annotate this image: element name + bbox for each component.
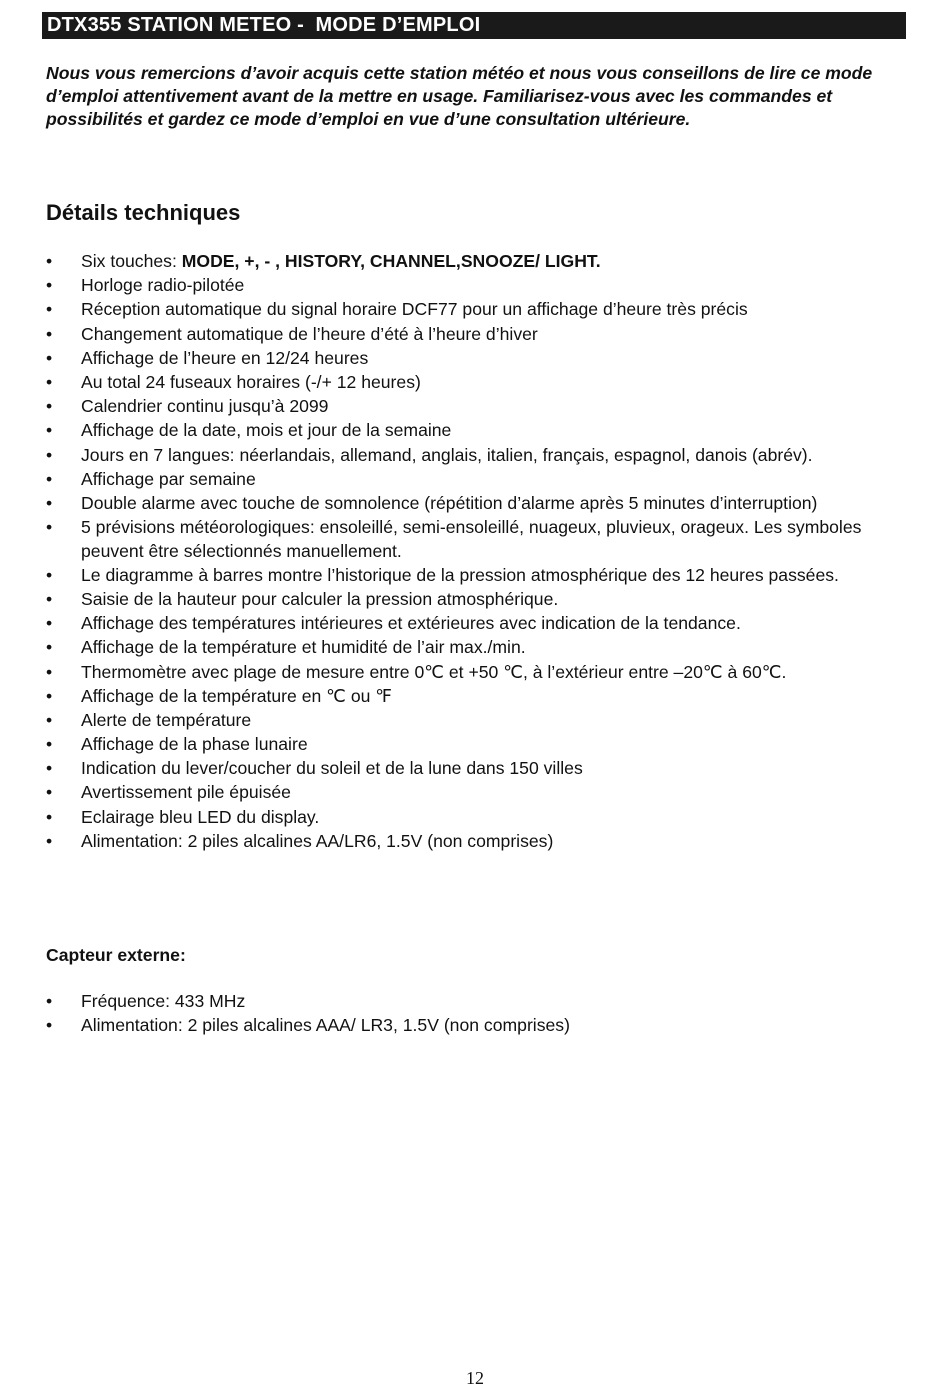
list-item: [46, 564, 916, 588]
bullet-icon: •: [46, 637, 53, 658]
list-item: [46, 806, 916, 830]
list-item-text: Réception automatique du signal horaire DCF77 pour un affichage d’heure très précis: [81, 299, 748, 320]
bullet-icon: •: [46, 685, 53, 706]
bullet-icon: •: [46, 564, 53, 585]
bullet-icon: •: [46, 299, 53, 320]
list-item-text: Affichage par semaine: [81, 468, 256, 489]
list-item: [46, 830, 916, 854]
list-item-text: Thermomètre avec plage de mesure entre 0℃ et +50 ℃, à l’extérieur entre –20℃ à 60℃.: [81, 661, 787, 682]
bullet-icon: •: [46, 991, 53, 1011]
list-item-text: Affichage de la phase lunaire: [81, 734, 308, 755]
list-item: [46, 395, 916, 419]
list-item: [46, 419, 916, 443]
external-sensor-list: [46, 990, 916, 1038]
list-item-text: Saisie de la hauteur pour calculer la pression atmosphérique.: [81, 588, 559, 609]
list-item: [46, 661, 916, 685]
list-item: [46, 1014, 916, 1038]
bullet-icon: •: [46, 396, 53, 417]
list-item: [46, 685, 916, 709]
bullet-icon: •: [46, 420, 53, 441]
list-item: [46, 298, 916, 322]
technical-details-list: [46, 250, 916, 854]
bullet-icon: •: [46, 830, 53, 851]
list-item-text: Fréquence: 433 MHz: [81, 991, 246, 1011]
bullet-icon: •: [46, 323, 53, 344]
bullet-icon: •: [46, 517, 53, 538]
intro-paragraph: Nous vous remercions d’avoir acquis cette station météo et nous vous conseillons de lire ce mode d’emploi attentivement avant de la mettre en usage. Familiarisez-vous avec les commandes et possibilités et gardez ce mode d’emploi en vue d’une consultation ultérieure.: [46, 63, 873, 129]
list-item: [46, 444, 916, 468]
technical-details-heading: Détails techniques: [46, 200, 241, 225]
list-item: [46, 612, 916, 636]
bullet-icon: •: [46, 371, 53, 392]
list-item-text: Calendrier continu jusqu’à 2099: [81, 396, 329, 417]
button-names-text: MODE, +, - , HISTORY, CHANNEL,SNOOZE/ LIGHT.: [181, 251, 601, 271]
list-item: [46, 588, 916, 612]
list-item-text: Six touches:: [81, 251, 182, 271]
list-item: [46, 733, 916, 757]
list-item-text: Changement automatique de l’heure d’été à l’heure d’hiver: [81, 323, 538, 344]
list-item-text: Affichage de l’heure en 12/24 heures: [81, 347, 369, 368]
list-item-text: Affichage des températures intérieures et extérieures avec indication de la tendance.: [81, 613, 741, 634]
list-item: [46, 990, 916, 1014]
list-item-text: Alimentation: 2 piles alcalines AA/LR6, 1.5V (non comprises): [81, 830, 554, 851]
bullet-icon: •: [46, 468, 53, 489]
list-item: [46, 709, 916, 733]
list-item: [46, 347, 916, 371]
list-item-text: Le diagramme à barres montre l’historique de la pression atmosphérique des 12 heures passées.: [81, 564, 839, 585]
bullet-icon: •: [46, 709, 53, 730]
list-item-text: Horloge radio-pilotée: [81, 275, 245, 296]
list-item-text: Eclairage bleu LED du display.: [81, 806, 320, 827]
bullet-icon: •: [46, 806, 53, 827]
bullet-icon: •: [46, 661, 53, 682]
list-item: [46, 492, 916, 516]
list-item-text: Avertissement pile épuisée: [81, 782, 291, 803]
bullet-icon: •: [46, 492, 53, 513]
bullet-icon: •: [46, 734, 53, 755]
list-item: [46, 516, 916, 563]
list-item: [46, 468, 916, 492]
bullet-icon: •: [46, 275, 53, 296]
list-item: [46, 250, 916, 274]
page-number: 12: [466, 1368, 484, 1388]
bullet-icon: •: [46, 444, 53, 465]
external-sensor-heading: Capteur externe:: [46, 945, 186, 965]
bullet-icon: •: [46, 1015, 53, 1036]
bullet-icon: •: [46, 588, 53, 609]
list-item-text: 5 prévisions météorologiques: ensoleillé, semi-ensoleillé, nuageux, pluvieux, orageux. Les symboles peuvent être sélectionnés manuellement.: [81, 517, 862, 561]
list-item-text: Indication du lever/coucher du soleil et de la lune dans 150 villes: [81, 758, 583, 779]
list-item: [46, 274, 916, 298]
bullet-icon: •: [46, 251, 53, 271]
bullet-icon: •: [46, 782, 53, 803]
list-item-text: Double alarme avec touche de somnolence (répétition d’alarme après 5 minutes d’interruption): [81, 492, 818, 513]
list-item: [46, 323, 916, 347]
list-item-text: Au total 24 fuseaux horaires (-/+ 12 heures): [81, 371, 421, 392]
list-item-text: Alerte de température: [81, 709, 252, 730]
list-item: [46, 757, 916, 781]
list-item-text: Jours en 7 langues: néerlandais, allemand, anglais, italien, français, espagnol, danois (abrév).: [81, 444, 813, 465]
bullet-icon: •: [46, 347, 53, 368]
list-item-text: Affichage de la température en ℃ ou ℉: [81, 685, 393, 706]
list-item: [46, 781, 916, 805]
bullet-icon: •: [46, 613, 53, 634]
list-item: [46, 636, 916, 660]
list-item-text: Affichage de la température et humidité de l’air max./min.: [81, 637, 526, 658]
page-title: DTX355 STATION METEO - MODE D’EMPLOI: [42, 12, 906, 39]
list-item-text: Affichage de la date, mois et jour de la semaine: [81, 420, 452, 441]
bullet-icon: •: [46, 758, 53, 779]
list-item: [46, 371, 916, 395]
list-item-text: Alimentation: 2 piles alcalines AAA/ LR3, 1.5V (non comprises): [81, 1015, 570, 1036]
